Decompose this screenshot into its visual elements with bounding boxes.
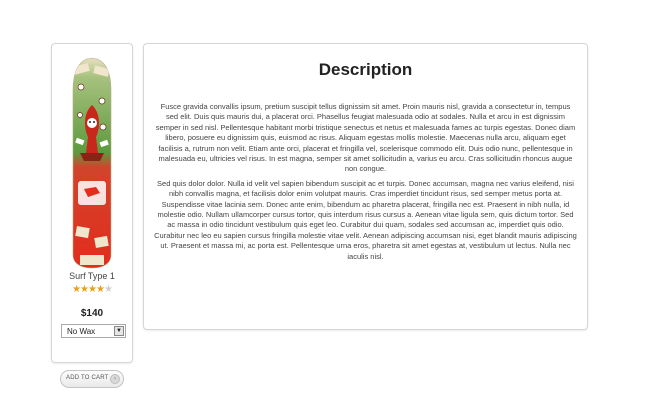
description-panel [143,43,588,330]
wax-option-select[interactable] [61,324,126,338]
star-icon: ★ [95,284,104,295]
arrow-right-icon: › [110,374,120,384]
add-to-cart-label: ADD TO CART [66,375,109,381]
dropdown-arrow-icon[interactable]: ▼ [114,326,124,336]
product-card [51,43,133,382]
skateboard-product-image[interactable] [70,57,114,269]
star-empty-icon: ★ [103,284,112,295]
product-price: $140 [80,308,104,319]
product-rating [52,284,132,295]
product-name[interactable]: Surf Type 1 [69,271,115,281]
star-icon: ★ [80,284,89,295]
star-icon: ★ [72,284,81,295]
description-paragraph: Fusce gravida convallis ipsum, pretium suscipit tellus dignissim sit amet. Proin mauris nisl, gravida a consectetur in, tempus sed elit. Duis quis mauris dui, a placerat orci. Phasellus feugiat malesuada odio at sodales. Nulla et arcu in est dignissim semper in sed nisl. Pellentesque habitant morbi tristique senectus et netus et malesuada fames ac turpis egestas. Donec diam libero, posuere eu dignissim quis, euismod ac risus. Aliquam egestas mollis molestie. Maecenas nulla arcu, aliquam eget facilisis a, rutrum non velit. Etiam ante orci, placerat et fringilla vel, scelerisque commodo elit. Duis odio nunc, pellentesque in malesuada eu, ultricies vel risus. In est magna, semper sit amet sollicitudin a, varius eu arcu. Cras sollicitudin rhoncus augue non congue. [155,102,576,174]
description-title: Description [318,60,413,79]
star-icon: ★ [88,284,96,295]
description-paragraph: Sed quis dolor dolor. Nulla id velit vel sapien bibendum suscipit ac et turpis. Donec accumsan, magna nec varius eleifend, nisi nibh convallis magna, et facilisis dolor enim volutpat mauris. Cras imperdiet tincidunt risus, sed semper metus porta at. Suspendisse vitae lacinia sem. Donec ante enim, bibendum ac pharetra placerat, fringilla nec est. Praesent in nibh nulla, id molestie odio. Nullam ullamcorper cursus tortor, quis interdum risus cursus a. Aenean vitae ligula sem, quis dictum tortor. Sed ac massa in odio tincidunt vestibulum quis eget leo. Curabitur dui quam, sodales sed accumsan ac, imperdiet quis odio. Curabitur nec leo eu sapien cursus fringilla molestie vitae velit. Aenean adipiscing accumsan nisi, eget blandit mauris adipiscing ut. Praesent et massa mi, ac porta est. Pellentesque urna eros, pharetra sit amet egestas at, vestibulum ut lectus. Nulla nec iaculis nisl. [154,178,577,261]
add-to-cart-button[interactable] [60,370,124,388]
wax-option-value: No Wax [67,327,96,336]
description-body [154,102,577,266]
